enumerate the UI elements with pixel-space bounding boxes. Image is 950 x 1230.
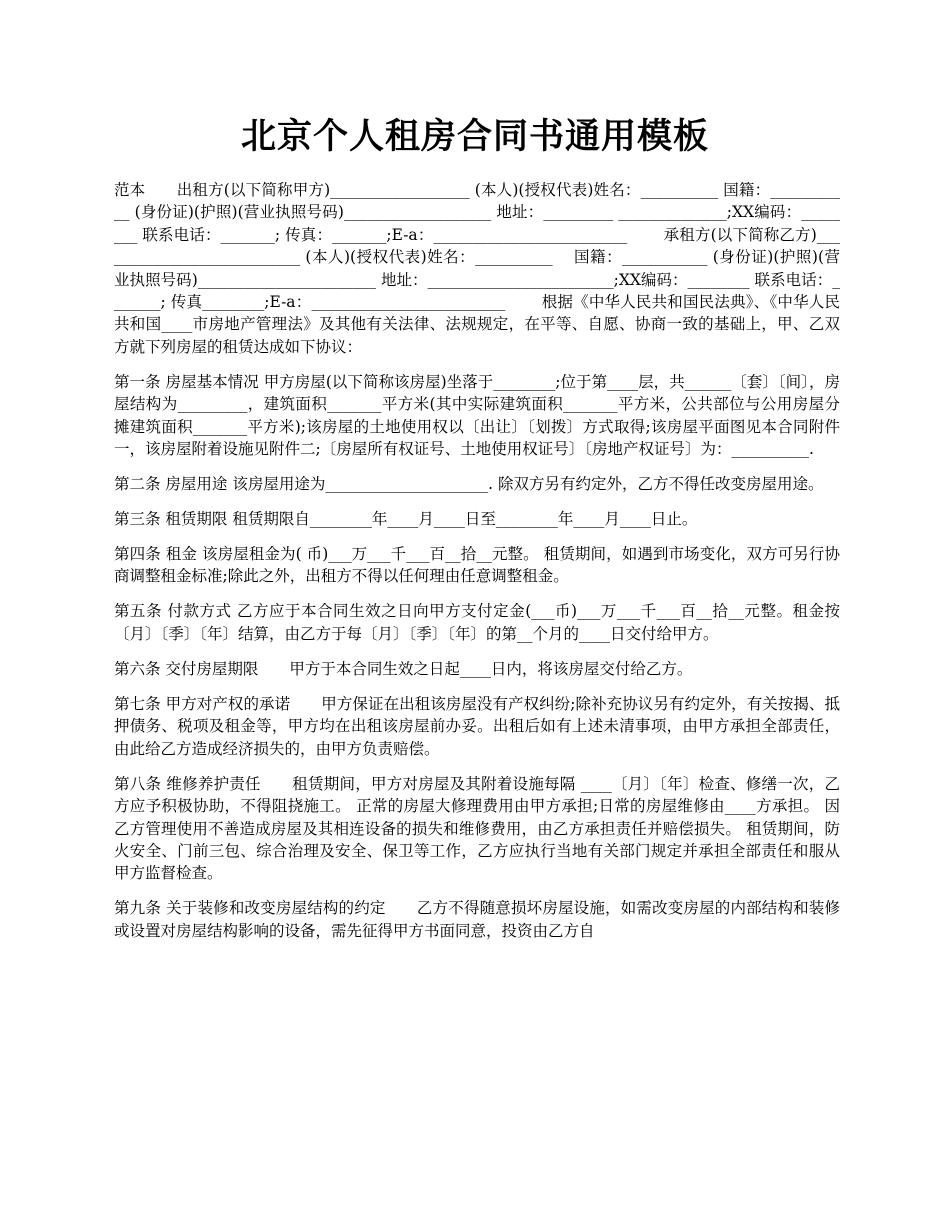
document-title: 北京个人租房合同书通用模板 xyxy=(240,116,709,157)
article-3-paragraph: 第三条 租赁期限 租赁期限自________年____月____日至________年____月____日止。 xyxy=(114,510,698,529)
article-1-paragraph: 第一条 房屋基本情况 甲方房屋(以下简称该房屋)坐落于________;位于第____层，共______〔套〕〔间〕，房屋结构为_________，建筑面积_______平方米(其中实际建筑面积_______平方米，公共部位与公用房屋分摊建筑面积_______平方米);该房屋的土地使用权以〔出让〕〔划拨〕方式取得;该房屋平面图见本合同附件一，该房屋附着设施见附件二;〔房屋所有权证号、土地使用权证号〕〔房地产权证号〕为：__________. xyxy=(114,372,840,459)
document-body xyxy=(114,179,840,942)
article-6-paragraph: 第六条 交付房屋期限 甲方于本合同生效之日起____日内，将该房屋交付给乙方。 xyxy=(114,659,693,678)
preamble-paragraph: 范本 出租方(以下简称甲方)__________________ (本人)(授权代表)姓名：__________ 国籍：___________ (身份证)(护照)(营业执照号码)___________________ 地址：_________ ______________;XX编码：________ 联系电话：_______; 传真：_______;E-a：_________________________ 承租方(以下简称乙方)___________________________ (本人)(授权代表)姓名：__________ 国籍：___________ (身份证)(护照)(营业执照号码)_______________________ 地址：________________________;XX编码：________ 联系电话：_______; 传真________;E-a：_________________________ 根据《中华人民共和国民法典》、《中华人民共和国____市房地产管理法》及其他有关法律、法规规定，在平等、自愿、协商一致的基础上，甲、乙双方就下列房屋的租赁达成如下协议： xyxy=(114,181,840,356)
article-4-paragraph: 第四条 租金 该房屋租金为( 币)___万___千___百__拾__元整。 租赁期间，如遇到市场变化，双方可另行协商调整租金标准;除此之外，出租方不得以任何理由任意调整租金。 xyxy=(114,545,840,586)
article-5-paragraph: 第五条 付款方式 乙方应于本合同生效之日向甲方支付定金(___币)___万___千___百__拾__元整。租金按〔月〕〔季〕〔年〕结算，由乙方于每〔月〕〔季〕〔年〕的第__个月的____日交付给甲方。 xyxy=(114,602,840,643)
article-7-paragraph: 第七条 甲方对产权的承诺 甲方保证在出租该房屋没有产权纠纷;除补充协议另有约定外，有关按揭、抵押债务、税项及租金等，甲方均在出租该房屋前办妥。出租后如有上述未清事项，由甲方承担全部责任，由此给乙方造成经济损失的，由甲方负责赔偿。 xyxy=(114,694,840,758)
article-9-paragraph: 第九条 关于装修和改变房屋结构的约定 乙方不得随意损坏房屋设施，如需改变房屋的内部结构和装修或设置对房屋结构影响的设备，需先征得甲方书面同意，投资由乙方自 xyxy=(114,899,840,940)
article-2-paragraph: 第二条 房屋用途 该房屋用途为_____________________. 除双方另有约定外，乙方不得任改变房屋用途。 xyxy=(114,475,824,494)
article-8-paragraph: 第八条 维修养护责任 租赁期间，甲方对房屋及其附着设施每隔 ____〔月〕〔年〕检查、修缮一次，乙方应予积极协助，不得阻挠施工。 正常的房屋大修理费用由甲方承担;日常的房屋维修由____方承担。 因乙方管理使用不善造成房屋及其相连设备的损失和维修费用，由乙方承担责任并赔偿损失。 租赁期间，防火安全、门前三包、综合治理及安全、保卫等工作，乙方应执行当地有关部门规定并承担全部责任和服从甲方监督检查。 xyxy=(114,774,840,883)
